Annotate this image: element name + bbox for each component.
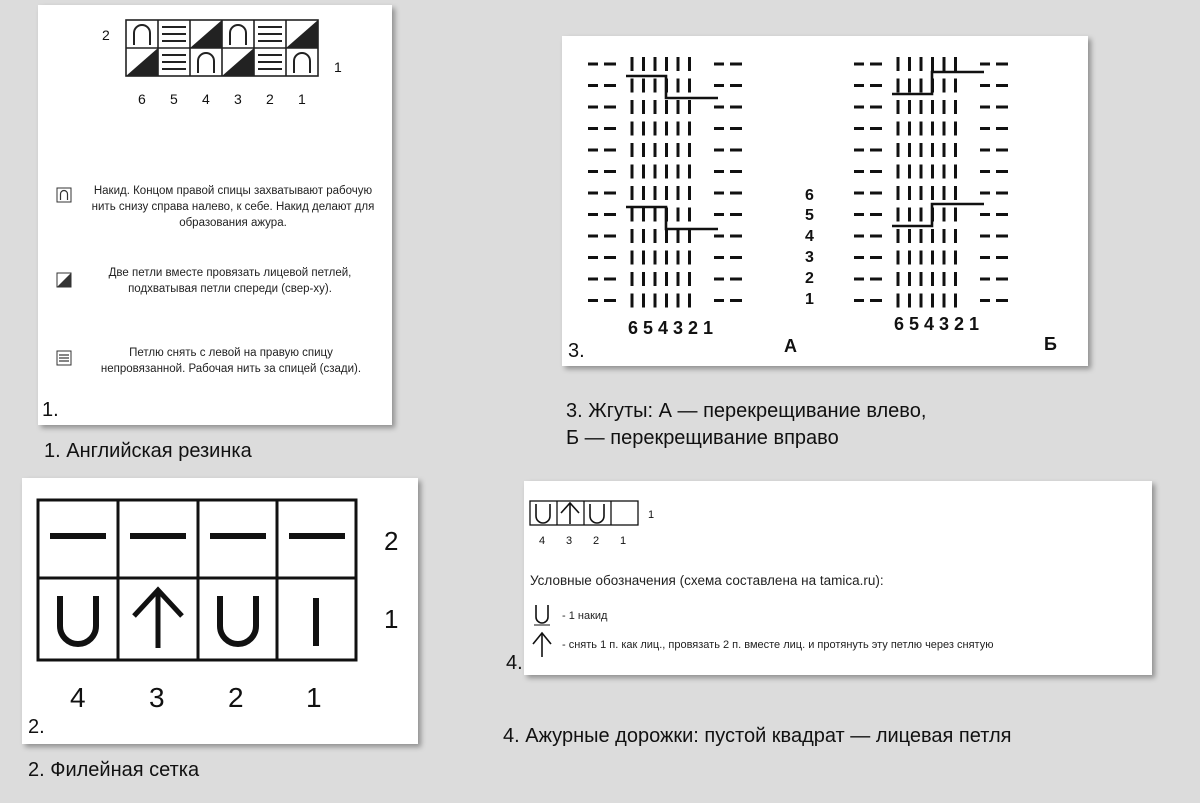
- legend-yarn-over: - 1 накид: [562, 610, 608, 622]
- arrow-up-icon: [533, 633, 551, 657]
- row-label-1: 1: [805, 291, 814, 308]
- col-label-1: 1: [620, 535, 627, 547]
- cable-cross-line: [892, 72, 984, 94]
- col-labels-a: 654321: [628, 318, 719, 338]
- panel-openwork-tracks: [524, 481, 1152, 675]
- col-label-3: 3: [566, 535, 573, 547]
- yarn-over-u-icon: [590, 504, 604, 523]
- col-label-2: 2: [266, 91, 274, 107]
- panel-english-rib: [38, 5, 392, 425]
- letter-b: Б: [1044, 334, 1057, 354]
- col-label-5: 5: [170, 91, 178, 107]
- col-label-1: 1: [306, 682, 322, 713]
- yarn-over-u-icon: [220, 596, 256, 644]
- row-label: 1: [648, 509, 655, 521]
- caption-cables-line1: 3. Жгуты: А — перекрещивание влево,: [566, 400, 927, 422]
- col-label-4: 4: [202, 91, 210, 107]
- knit-two-together-icon: [222, 48, 254, 76]
- yarn-over-u-icon: [536, 504, 550, 523]
- knit-two-together-icon: [286, 20, 318, 48]
- panel-number: 2.: [28, 716, 45, 738]
- panel-number: 1.: [42, 399, 59, 421]
- yarn-over-u-icon: [536, 605, 548, 623]
- knit-two-together-icon: [190, 20, 222, 48]
- yarn-over-icon: [230, 25, 246, 45]
- yarn-over-icon: [134, 25, 150, 45]
- letter-a: А: [784, 336, 797, 356]
- row-label-3: 3: [805, 249, 814, 266]
- col-labels-b: 654321: [894, 314, 985, 334]
- yarn-over-icon: [294, 53, 310, 73]
- caption-cables-line2: Б — перекрещивание вправо: [566, 427, 839, 449]
- col-label-2: 2: [593, 535, 600, 547]
- row-label-2: 2: [805, 270, 814, 287]
- cables-chart: [562, 36, 1088, 366]
- row-label-top: 2: [102, 27, 110, 43]
- cable-cross-line: [626, 76, 718, 98]
- caption-filet-mesh: 2. Филейная сетка: [28, 759, 200, 781]
- caption-openwork-tracks: 4. Ажурные дорожки: пустой квадрат — лицевая петля: [503, 725, 1012, 747]
- col-label-4: 4: [539, 535, 546, 547]
- col-label-3: 3: [149, 682, 165, 713]
- row-label-bottom: 1: [384, 604, 399, 634]
- row-label-bottom: 1: [334, 59, 342, 75]
- slip-stitch-icon: [162, 55, 186, 69]
- yarn-over-icon: [198, 53, 214, 73]
- legend-knit-two-together: Две петли вместе провязать лицевой петлей, подхватывая петли спереди (свер-ху).: [108, 267, 352, 295]
- caption-english-rib: 1. Английская резинка: [44, 440, 252, 462]
- arrow-up-icon: [134, 590, 182, 648]
- slip-stitch-icon: [162, 27, 186, 41]
- row-label-5: 5: [805, 207, 814, 224]
- panel-number: 4.: [506, 652, 523, 674]
- legend-slip-stitch: Петлю снять с левой на правую спицу непровязанной. Рабочая нить за спицей (сзади).: [100, 347, 362, 375]
- panel-cables: [562, 36, 1088, 366]
- col-label-1: 1: [298, 91, 306, 107]
- col-label-4: 4: [70, 682, 86, 713]
- cable-cross-line: [626, 207, 718, 229]
- panel-number: 3.: [568, 340, 585, 362]
- cable-cross-line: [892, 204, 984, 226]
- slip-stitch-icon: [258, 55, 282, 69]
- slip-stitch-icon: [258, 27, 282, 41]
- yarn-over-u-icon: [60, 596, 96, 644]
- col-label-6: 6: [138, 91, 146, 107]
- legend-arrow: - снять 1 п. как лиц., провязать 2 п. вместе лиц. и протянуть эту петлю через снятую: [562, 639, 994, 651]
- legend-yarn-over: Накид. Концом правой спицы захватывают рабочую нить снизу справа налево, к себе. Накид делают для образования ажура.: [91, 185, 375, 229]
- col-label-3: 3: [234, 91, 242, 107]
- panel-filet-mesh: [22, 478, 418, 744]
- arrow-up-icon: [561, 503, 579, 524]
- legend-title: Условные обозначения (схема составлена на tamica.ru):: [530, 573, 884, 588]
- row-label-4: 4: [805, 228, 814, 245]
- row-label-6: 6: [805, 187, 814, 204]
- row-label-top: 2: [384, 526, 399, 556]
- col-label-2: 2: [228, 682, 244, 713]
- knit-two-together-icon: [126, 48, 158, 76]
